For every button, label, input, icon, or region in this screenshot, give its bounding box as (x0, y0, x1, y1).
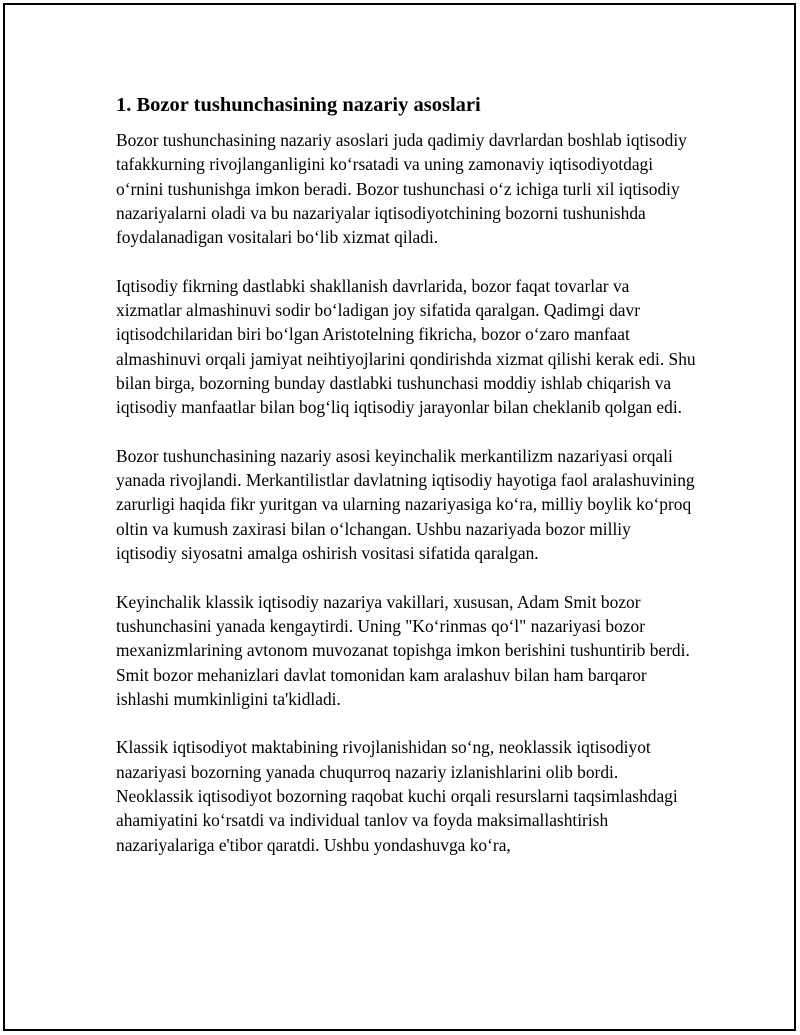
paragraph-3: Bozor tushunchasining nazariy asosi keyinchalik merkantilizm nazariyasi orqali yanada rivojlandi. Merkantilistlar davlatning iqtisodiy hayotiga faol aralashuvining zarurligi haqida fikr yuritgan va ularning nazariyasiga ko‘ra, milliy boylik ko‘proq oltin va kumush zaxirasi bilan o‘lchangan. Ushbu nazariyada bozor milliy iqtisodiy siyosatni amalga oshirish vositasi sifatida qaralgan. (116, 445, 695, 564)
paragraph-1: Bozor tushunchasining nazariy asoslari juda qadimiy davrlardan boshlab iqtisodiy tafakkurning rivojlanganligini ko‘rsatadi va uning zamonaviy iqtisodiyotdagi o‘rnini tushunishga imkon beradi. Bozor tushunchasi o‘z ichiga turli xil iqtisodiy nazariyalarni oladi va bu nazariyalar iqtisodiyotchining bozorni tushunishda foydalanadigan vositalari bo‘lib xizmat qiladi. (116, 130, 687, 248)
section-heading: 1. Bozor tushunchasining nazariy asoslari (116, 94, 481, 116)
paragraph-4: Keyinchalik klassik iqtisodiy nazariya vakillari, xususan, Adam Smit bozor tushunchasini yanada kengaytirdi. Uning "Ko‘rinmas qo‘l" nazariyasi bozor mexanizmlarining avtonom muvozanat topishga imkon berishini tushuntirib berdi. Smit bozor mehanizlari davlat tomonidan kam aralashuv bilan ham barqaror ishlashi mumkinligini ta'kidladi. (116, 591, 690, 709)
paragraph-5: Klassik iqtisodiyot maktabining rivojlanishidan so‘ng, neoklassik iqtisodiyot nazariyasi bozorning yanada chuqurroq nazariy izlanishlarini olib bordi. Neoklassik iqtisodiyot bozorning raqobat kuchi orqali resurslarni taqsimlashdagi ahamiyatini ko‘rsatdi va individual tanlov va foyda maksimallashtirish nazariyalariga e'tibor qaratdi. Ushbu yondashuvga ko‘ra, (116, 737, 678, 855)
document-body (116, 92, 696, 881)
paragraph-2: Iqtisodiy fikrning dastlabki shakllanish davrlarida, bozor faqat tovarlar va xizmatlar almashinuvi sodir bo‘ladigan joy sifatida qaralgan. Qadimgi davr iqtisodchilaridan biri bo‘lgan Aristotelning fikricha, bozor o‘zaro manfaat almashinuvi orqali jamiyat neihtiyojlarini qondirishda xizmat qilishi kerak edi. Shu bilan birga, bozorning bunday dastlabki tushunchasi moddiy ishlab chiqarish va iqtisodiy manfaatlar bilan bog‘liq iqtisodiy jarayonlar bilan cheklanib qolgan edi. (116, 275, 696, 418)
